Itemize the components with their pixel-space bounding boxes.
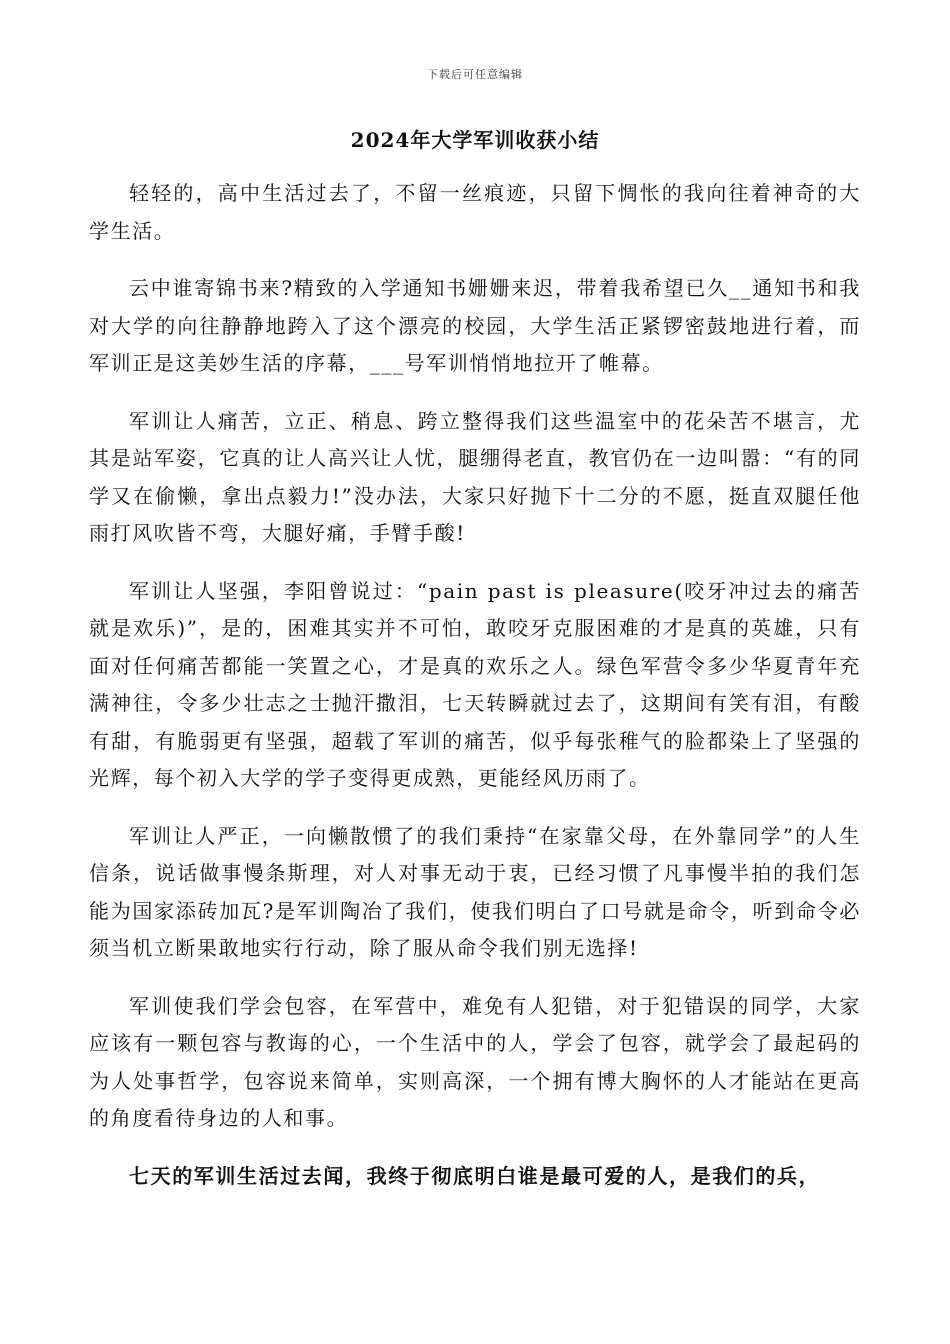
paragraph-1: 轻轻的，高中生活过去了，不留一丝痕迹，只留下惆怅的我向往着神奇的大学生活。 (89, 181, 861, 243)
paragraph-6: 军训使我们学会包容，在军营中，难免有人犯错，对于犯错误的同学，大家应该有一颗包容与教诲的心，一个生活中的人，学会了包容，就学会了最起码的为人处事哲学，包容说来简单，实则高深，一个拥有博大胸怀的人才能站在更高的角度看待身边的人和事。 (89, 993, 861, 1130)
document-body (89, 175, 861, 1215)
paragraph-2: 云中谁寄锦书来?精致的入学通知书姗姗来迟，带着我希望已久__通知书和我对大学的向往静静地跨入了这个漂亮的校园，大学生活正紧锣密鼓地进行着，而军训正是这美妙生活的序幕，___号军训悄悄地拉开了帷幕。 (89, 276, 861, 375)
header-note: 下载后可任意编辑 (427, 68, 523, 81)
paragraph-7: 七天的军训生活过去闻，我终于彻底明白谁是最可爱的人，是我们的兵， (129, 1163, 821, 1188)
paragraph-3: 军训让人痛苦，立正、稍息、跨立整得我们这些温室中的花朵苦不堪言，尤其是站军姿，它真的让人高兴让人忧，腿绷得老直，教官仍在一边叫嚣：“有的同学又在偷懒，拿出点毅力!”没办法，大家只好抛下十二分的不愿，挺直双腿任他雨打风吹皆不弯，大腿好痛，手臂手酸! (89, 408, 861, 545)
document-title: 2024年大学军训收获小结 (350, 128, 600, 152)
paragraph-4: 军训让人坚强，李阳曾说过：“pain past is pleasure(咬牙冲过去的痛苦就是欢乐)”，是的，困难其实并不可怕，敢咬牙克服困难的才是真的英雄，只有面对任何痛苦都能一笑置之心，才是真的欢乐之人。绿色军营令多少华夏青年充满神往，令多少壮志之士抛汗撒泪，七天转瞬就过去了，这期间有笑有泪，有酸有甜，有脆弱更有坚强，超载了军训的痛苦，似乎每张稚气的脸都染上了坚强的光辉，每个初入大学的学子变得更成熟，更能经风历雨了。 (89, 578, 861, 790)
paragraph-5: 军训让人严正，一向懒散惯了的我们秉持“在家靠父母，在外靠同学”的人生信条，说话做事慢条斯理，对人对事无动于衷，已经习惯了凡事慢半拍的我们怎能为国家添砖加瓦?是军训陶冶了我们，使我们明白了口号就是命令，听到命令必须当机立断果敢地实行行动，除了服从命令我们别无选择! (89, 823, 861, 960)
